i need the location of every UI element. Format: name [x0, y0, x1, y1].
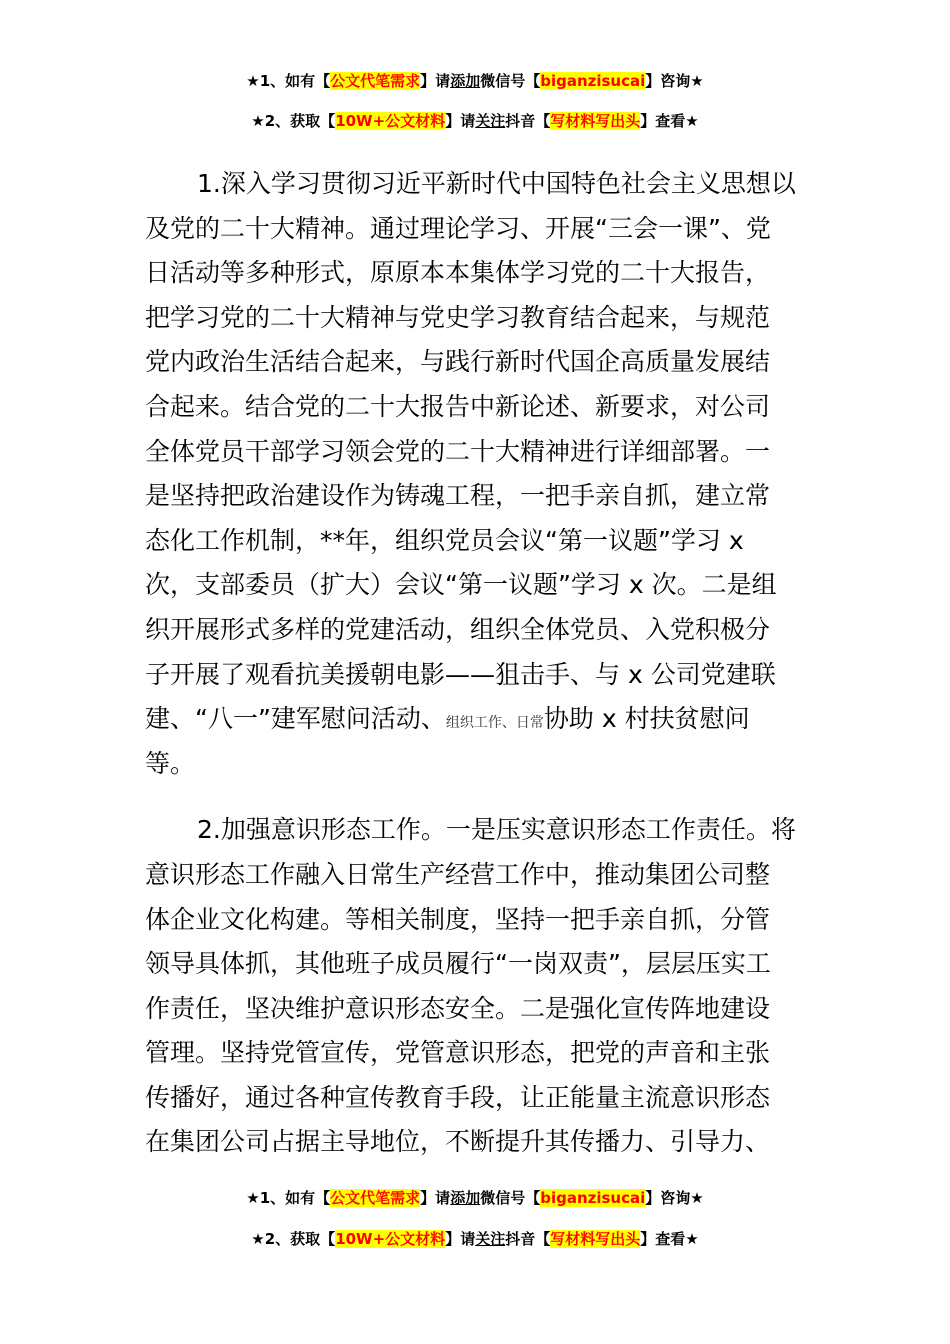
- underlined-follow: 关注: [475, 112, 506, 130]
- footer-banner-line-1: [0, 1187, 950, 1208]
- body-line-mixed: [145, 697, 810, 742]
- body-line: 等。: [145, 748, 196, 778]
- paragraph-1: [145, 162, 810, 786]
- highlight-materials: 10W+公文材料: [335, 112, 446, 130]
- banner-text: ★1、如有【: [246, 1189, 331, 1207]
- highlight-service: 公文代笔需求: [330, 72, 421, 90]
- underlined-add: 添加: [450, 72, 481, 90]
- highlight-douyin-account[interactable]: 写材料写出头: [550, 1230, 641, 1248]
- highlight-douyin-account[interactable]: 写材料写出头: [550, 112, 641, 130]
- body-line: 是坚持把政治建设作为铸魂工程，一把手亲自抓，建立常: [145, 481, 771, 511]
- body-line: 领导具体抓，其他班子成员履行“一岗双责”，层层压实工: [145, 949, 771, 979]
- banner-text: 微信号【: [480, 72, 541, 90]
- banner-text: ★2、获取【: [251, 1230, 336, 1248]
- banner-text: 】咨询★: [645, 72, 704, 90]
- banner-text: 抖音【: [505, 1230, 551, 1248]
- banner-text: 】请: [420, 1189, 451, 1207]
- banner-text: 抖音【: [505, 112, 551, 130]
- body-line: 把学习党的二十大精神与党史学习教育结合起来，与规范: [145, 302, 771, 332]
- small-inline-text: 组织工作、日常: [445, 715, 544, 732]
- highlight-wechat-id[interactable]: biganzisucai: [540, 72, 646, 90]
- banner-text: 】请: [445, 1230, 476, 1248]
- body-text: 建、“八一”建军慰问活动、: [145, 704, 446, 734]
- footer-banner-line-2: [0, 1228, 950, 1249]
- banner-text: 】请: [445, 112, 476, 130]
- banner-text: 】请: [420, 72, 451, 90]
- body-line: 态化工作机制，**年，组织党员会议“第一议题”学习 x: [145, 525, 744, 555]
- paragraph-gap: [145, 786, 810, 808]
- body-line: 子开展了观看抗美援朝电影——狙击手、与 x 公司党建联: [145, 659, 776, 689]
- highlight-wechat-id[interactable]: biganzisucai: [540, 1189, 646, 1207]
- header-banner-line-2: [0, 110, 950, 131]
- body-line: 1.深入学习贯彻习近平新时代中国特色社会主义思想以: [197, 169, 796, 198]
- underlined-add: 添加: [450, 1189, 481, 1207]
- body-line: 全体党员干部学习领会党的二十大精神进行详细部署。一: [145, 436, 771, 466]
- body-line: 体企业文化构建。等相关制度，坚持一把手亲自抓，分管: [145, 904, 771, 934]
- banner-text: 】查看★: [640, 1230, 699, 1248]
- paragraph-2: [145, 808, 810, 1165]
- body-line: 在集团公司占据主导地位，不断提升其传播力、引导力、: [145, 1127, 771, 1157]
- banner-text: ★1、如有【: [246, 72, 331, 90]
- banner-text: 微信号【: [480, 1189, 541, 1207]
- body-line: 作责任，坚决维护意识形态安全。二是强化宣传阵地建设: [145, 993, 771, 1023]
- body-line: 次，支部委员（扩大）会议“第一议题”学习 x 次。二是组: [145, 570, 777, 600]
- banner-text: 】查看★: [640, 112, 699, 130]
- body-line: 及党的二十大精神。通过理论学习、开展“三会一课”、党: [145, 213, 771, 243]
- underlined-follow: 关注: [475, 1230, 506, 1248]
- body-line: 合起来。结合党的二十大报告中新论述、新要求，对公司: [145, 391, 771, 421]
- banner-text: ★2、获取【: [251, 112, 336, 130]
- body-line: 传播好，通过各种宣传教育手段，让正能量主流意识形态: [145, 1082, 771, 1112]
- body-line: 织开展形式多样的党建活动，组织全体党员、入党积极分: [145, 614, 771, 644]
- document-body: [145, 162, 810, 1165]
- body-line: 管理。坚持党管宣传，党管意识形态，把党的声音和主张: [145, 1038, 771, 1068]
- highlight-materials: 10W+公文材料: [335, 1230, 446, 1248]
- highlight-service: 公文代笔需求: [330, 1189, 421, 1207]
- body-line: 党内政治生活结合起来，与践行新时代国企高质量发展结: [145, 347, 771, 377]
- header-banner-line-1: [0, 70, 950, 91]
- body-text: 协助 x 村扶贫慰问: [543, 704, 750, 734]
- banner-text: 】咨询★: [645, 1189, 704, 1207]
- body-line: 日活动等多种形式，原原本本集体学习党的二十大报告，: [145, 258, 771, 288]
- body-line: 2.加强意识形态工作。一是压实意识形态工作责任。将: [197, 815, 796, 845]
- body-line: 意识形态工作融入日常生产经营工作中，推动集团公司整: [145, 859, 771, 889]
